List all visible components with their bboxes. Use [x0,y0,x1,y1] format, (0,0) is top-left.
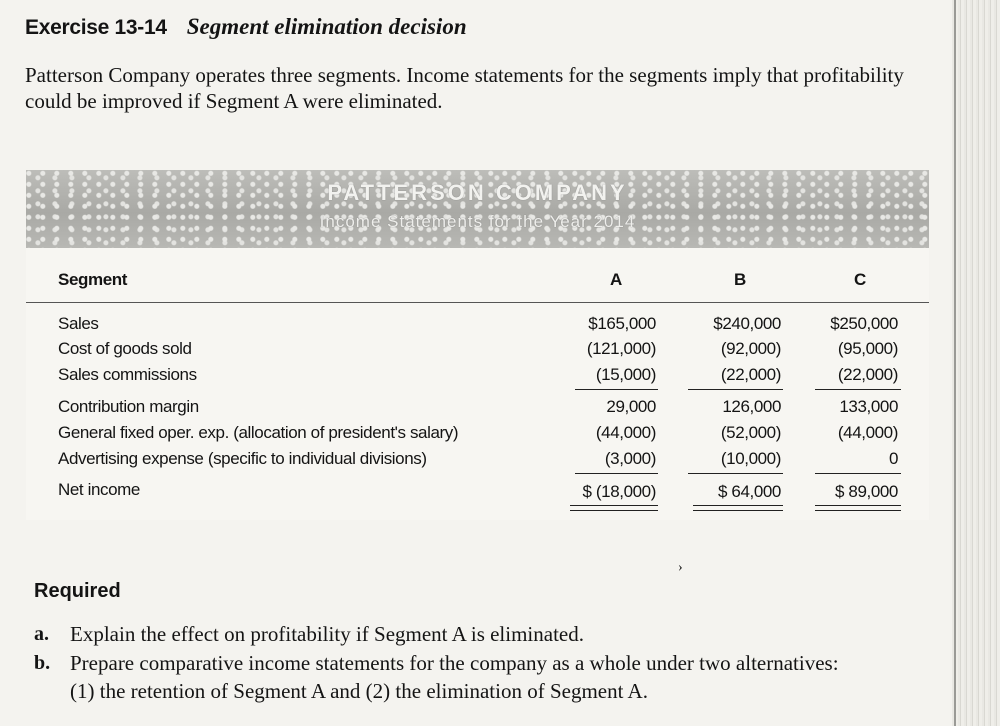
row-label-contribution-margin: Contribution margin [58,397,199,416]
cell-advertising-a: (3,000) [604,449,656,468]
double-underline-net-income-b [693,505,783,511]
cell-contribution-b: 126,000 [722,397,781,416]
row-label-cogs: Cost of goods sold [58,339,192,358]
underline-commissions-a [575,389,658,390]
required-heading: Required [34,580,121,602]
row-label-net-income: Net income [58,480,140,499]
cell-contribution-c: 133,000 [839,397,898,416]
required-item-a-text: Explain the effect on profitability if Segment A is eliminated. [70,622,584,646]
cell-advertising-c: 0 [888,449,898,468]
cell-advertising-b: (10,000) [720,449,781,468]
cell-general-fixed-c: (44,000) [837,423,898,442]
cell-sales-a: $165,000 [588,314,656,333]
stray-mark: › [678,560,683,575]
header-rule [26,302,929,303]
row-label-sales: Sales [58,314,99,333]
required-item-b-continuation: (1) the retention of Segment A and (2) the elimination of Segment A. [70,679,648,703]
column-header-a: A [610,270,622,289]
cell-net-income-c: $ 89,000 [835,482,898,501]
intro-paragraph: Patterson Company operates three segments. Income statements for the segments imply that profitability could be improved if Segment A were eliminated. [25,63,904,113]
cell-commissions-c: (22,000) [837,365,898,384]
statement-banner [26,170,929,249]
binding-shadow [954,0,956,726]
column-header-c: C [854,270,866,289]
cell-sales-b: $240,000 [713,314,781,333]
row-label-advertising: Advertising expense (specific to individual divisions) [58,449,427,468]
exercise-title: Segment elimination decision [186,14,467,39]
exercise-number: Exercise 13-14 [25,16,167,39]
row-label-commissions: Sales commissions [58,365,197,384]
column-header-b: B [734,270,746,289]
cell-cogs-b: (92,000) [720,339,781,358]
underline-advertising-a [575,473,658,474]
cell-commissions-a: (15,000) [595,365,656,384]
banner-company-name: PATTERSON COMPANY [327,180,628,205]
cell-general-fixed-a: (44,000) [595,423,656,442]
cell-commissions-b: (22,000) [720,365,781,384]
double-underline-net-income-c [815,505,901,511]
required-item-b-letter: b. [34,652,51,674]
cell-cogs-a: (121,000) [586,339,656,358]
cell-net-income-b: $ 64,000 [718,482,781,501]
underline-commissions-b [688,389,783,390]
row-label-general-fixed: General fixed oper. exp. (allocation of president's salary) [58,423,459,442]
cell-cogs-c: (95,000) [837,339,898,358]
underline-advertising-b [688,473,783,474]
cell-contribution-a: 29,000 [606,397,656,416]
required-item-b-text: Prepare comparative income statements for the company as a whole under two alternatives: [70,651,839,675]
cell-sales-c: $250,000 [830,314,898,333]
underline-advertising-c [815,473,901,474]
double-underline-net-income-a [570,505,658,511]
cell-general-fixed-b: (52,000) [720,423,781,442]
required-item-a-letter: a. [34,623,49,645]
cell-net-income-a: $ (18,000) [582,482,656,501]
exercise-heading [25,14,467,40]
page-edge [952,0,1000,726]
column-header-segment: Segment [58,270,127,289]
underline-commissions-c [815,389,901,390]
banner-subtitle: Income Statements for the Year 2014 [319,212,636,231]
